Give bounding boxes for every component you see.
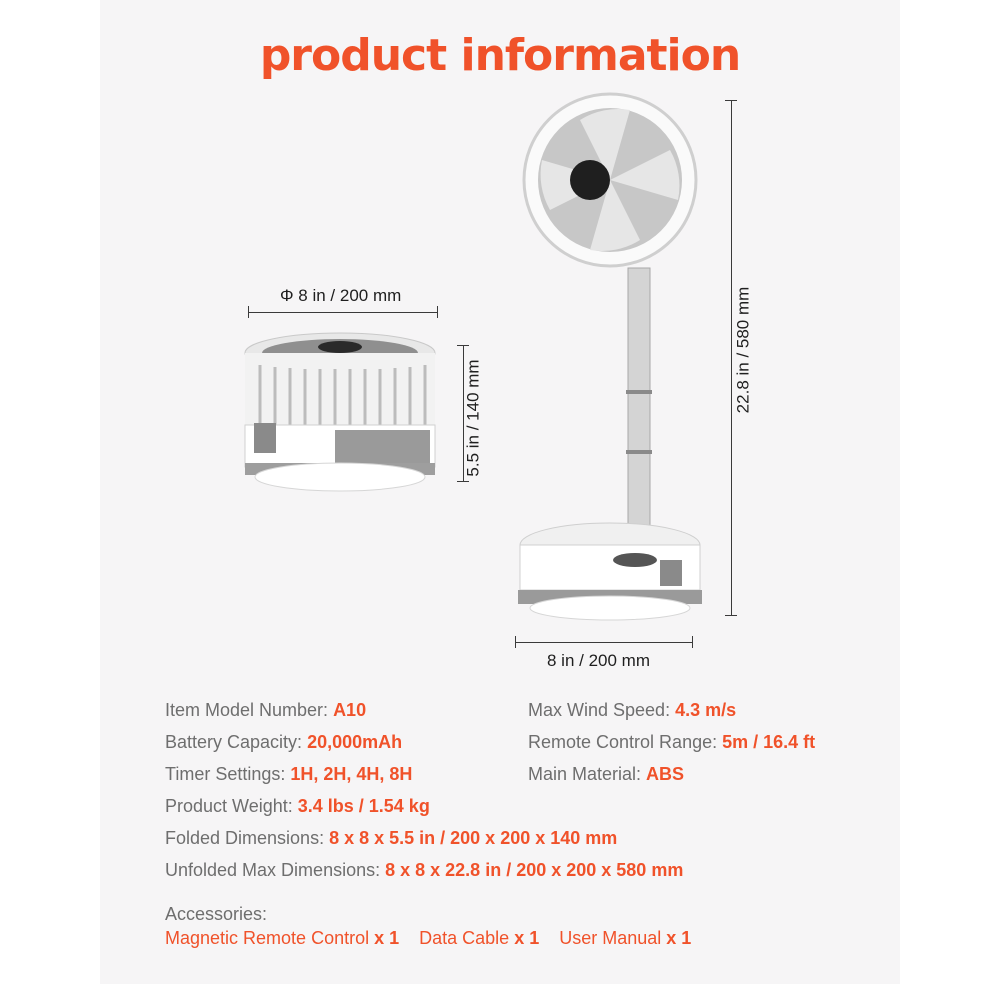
unfolded-height-tick-top [725, 100, 737, 101]
spec-material: Main Material: ABS [528, 764, 685, 784]
accessory-manual: User Manual x 1 [559, 928, 692, 948]
folded-diameter-tick-right [437, 306, 438, 318]
base-width-label: 8 in / 200 mm [547, 651, 650, 670]
accessory-cable: Data Cable x 1 [419, 928, 540, 948]
unfolded-fan-image [510, 90, 710, 630]
accessory-remote: Magnetic Remote Control x 1 [165, 928, 400, 948]
folded-diameter-line [248, 312, 438, 313]
unfolded-height-tick-bottom [725, 615, 737, 616]
page-title: product information [259, 30, 741, 81]
base-width-tick-right [692, 636, 693, 648]
spec-remote-range: Remote Control Range: 5m / 16.4 ft [528, 732, 816, 752]
base-width-line [515, 642, 693, 643]
accessories-heading: Accessories: [165, 904, 268, 924]
spec-weight: Product Weight: 3.4 lbs / 1.54 kg [165, 796, 430, 816]
spec-wind-speed: Max Wind Speed: 4.3 m/s [528, 700, 737, 720]
spec-folded-dimensions: Folded Dimensions: 8 x 8 x 5.5 in / 200 x 200 x 140 mm [165, 828, 618, 848]
folded-height-tick-top [457, 345, 469, 346]
folded-diameter-tick-left [248, 306, 249, 318]
folded-height-label: 5.5 in / 140 mm [463, 359, 483, 477]
folded-diameter-label: Φ 8 in / 200 mm [280, 286, 402, 305]
spec-unfolded-dimensions: Unfolded Max Dimensions: 8 x 8 x 22.8 in / 200 x 200 x 580 mm [165, 860, 684, 880]
spec-model: Item Model Number: A10 [165, 700, 367, 720]
unfolded-height-label: 22.8 in / 580 mm [733, 286, 753, 414]
base-width-tick-left [515, 636, 516, 648]
folded-height-tick-bottom [457, 481, 469, 482]
folded-fan-image [240, 325, 440, 500]
unfolded-height-line [731, 100, 732, 616]
accessories-list [165, 928, 691, 949]
spec-battery: Battery Capacity: 20,000mAh [165, 732, 403, 752]
spec-timer: Timer Settings: 1H, 2H, 4H, 8H [165, 764, 413, 784]
